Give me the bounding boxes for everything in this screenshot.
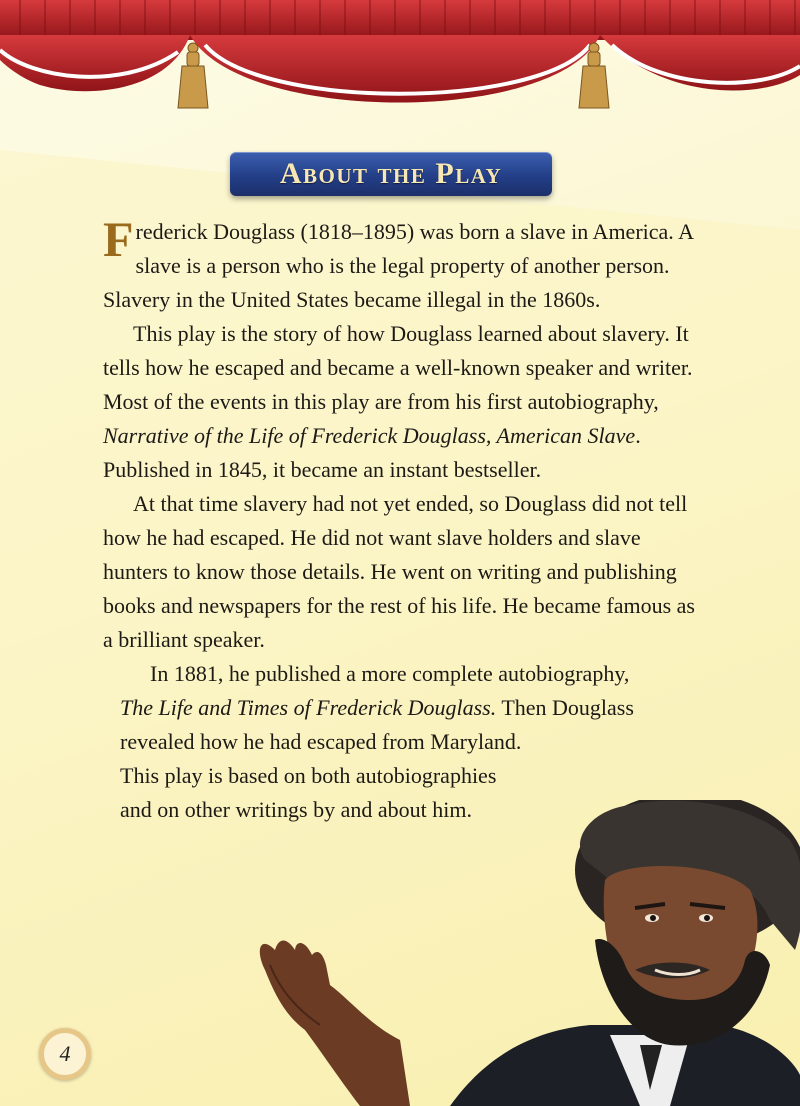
page-number: 4	[39, 1028, 91, 1080]
theater-curtain	[0, 0, 800, 135]
page-title: About the Play	[279, 157, 503, 190]
paragraph-1: Frederick Douglass (1818–1895) was born a slave in America. A slave is a person who is the legal property of another person. Slavery in the United States became illegal in the 1860s.	[103, 211, 693, 312]
tassel-icon	[178, 43, 208, 108]
book-title: The Life and Times of Frederick Douglass.	[120, 695, 497, 720]
drop-cap: F	[103, 211, 134, 267]
book-title: Narrative of the Life of Frederick Douglass, American Slave	[103, 423, 636, 448]
article-body	[103, 211, 703, 827]
paragraph-2: This play is the story of how Douglass learned about slavery. It tells how he escaped and became a well-known speaker and writer. Most of the events in this play are from his first autobiography, Narrative of the Life of Frederick Douglass, American Slave. Published in 1845, it became an instant bestseller.	[103, 321, 693, 482]
title-banner	[230, 152, 552, 196]
frederick-douglass-portrait	[250, 800, 800, 1106]
paragraph-3: At that time slavery had not yet ended, so Douglass did not tell how he had escaped. He did not want slave holders and slave hunters to know those details. He went on writing and publishing books and newspapers for the rest of his life. He became famous as a brilliant speaker.	[103, 491, 695, 652]
paragraph-4: In 1881, he published a more complete autobiography, The Life and Times of Frederick Douglass. Then Douglass revealed how he had escaped from Maryland. This play is based on both autobiographies and on other writings by and about him.	[120, 661, 634, 822]
